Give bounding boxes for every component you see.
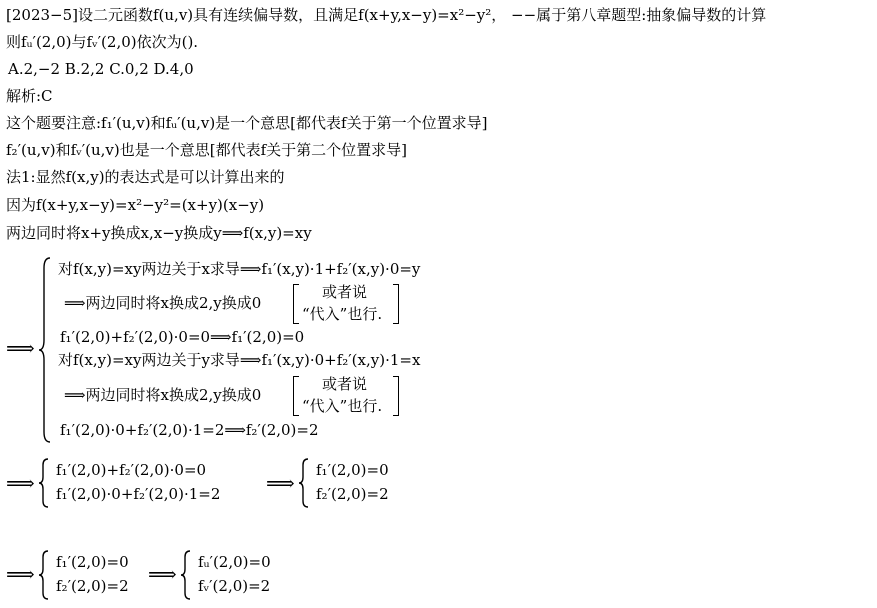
sys1-row-3: f₁′(2,0)+f₂′(2,0)·0=0⟹f₁′(2,0)=0: [60, 328, 305, 346]
sys3-eq-1: f₁′(2,0)=0: [56, 553, 129, 571]
sys2-result-1: f₁′(2,0)=0: [316, 461, 389, 479]
left-brace-2: [38, 457, 50, 509]
implies-arrow-2: ⟹: [6, 471, 35, 495]
bracket-right: [393, 284, 399, 324]
sys1-row-1: 对f(x,y)=xy两边关于x求导⟹f₁′(x,y)·1+f₂′(x,y)·0=y: [58, 260, 421, 278]
note-line-1: 这个题要注意:f₁′(u,v)和fᵤ′(u,v)是一个意思[都代表f关于第一个位置求导]: [6, 114, 488, 132]
answer-options: A.2,−2 B.2,2 C.0,2 D.4,0: [8, 60, 194, 78]
sys1-row-5-note-bottom: “代入”也行.: [302, 397, 383, 415]
left-brace-3: [38, 549, 50, 601]
implies-arrow-1: ⟹: [6, 336, 35, 360]
sys1-row-5-note-top: 或者说: [322, 375, 368, 393]
answer-label: 解析:C: [6, 87, 53, 105]
bracket-right: [393, 376, 399, 416]
sys2-eq-1: f₁′(2,0)+f₂′(2,0)·0=0: [56, 461, 207, 479]
left-brace-3b: [180, 549, 192, 601]
sys2-eq-2: f₁′(2,0)·0+f₂′(2,0)·1=2: [56, 485, 221, 503]
problem-question: 则fᵤ′(2,0)与fᵥ′(2,0)依次为().: [6, 33, 199, 51]
note-line-3: 法1:显然f(x,y)的表达式是可以计算出来的: [6, 168, 285, 186]
note-line-2: f₂′(u,v)和fᵥ′(u,v)也是一个意思[都代表f关于第二个位置求导]: [6, 141, 407, 159]
sys2-result-2: f₂′(2,0)=2: [316, 485, 389, 503]
note-line-4: 因为f(x+y,x−y)=x²−y²=(x+y)(x−y): [6, 196, 265, 214]
sys1-row-2-note-bottom: “代入”也行.: [302, 305, 383, 323]
left-brace-2b: [298, 457, 310, 509]
sys1-row-4: 对f(x,y)=xy两边关于y求导⟹f₁′(x,y)·0+f₂′(x,y)·1=x: [58, 351, 421, 369]
implies-arrow-3: ⟹: [6, 562, 35, 586]
note-line-5: 两边同时将x+y换成x,x−y换成y⟹f(x,y)=xy: [6, 224, 312, 242]
sys1-row-2-note-top: 或者说: [322, 283, 368, 301]
bracket-left: [293, 376, 299, 416]
sys3-result-2: fᵥ′(2,0)=2: [198, 577, 271, 595]
sys1-row-5-prefix: ⟹两边同时将x换成2,y换成0: [64, 386, 262, 404]
problem-statement: [2023−5]设二元函数f(u,v)具有连续偏导数，且满足f(x+y,x−y)=x²−y²， −−属于第八章题型:抽象偏导数的计算: [6, 6, 767, 24]
sys3-eq-2: f₂′(2,0)=2: [56, 577, 129, 595]
implies-arrow-2b: ⟹: [266, 471, 295, 495]
sys3-result-1: fᵤ′(2,0)=0: [198, 553, 271, 571]
sys1-row-2-prefix: ⟹两边同时将x换成2,y换成0: [64, 294, 262, 312]
bracket-left: [293, 284, 299, 324]
sys1-row-6: f₁′(2,0)·0+f₂′(2,0)·1=2⟹f₂′(2,0)=2: [60, 421, 319, 439]
implies-arrow-3b: ⟹: [148, 562, 177, 586]
left-brace-1: [38, 256, 52, 444]
